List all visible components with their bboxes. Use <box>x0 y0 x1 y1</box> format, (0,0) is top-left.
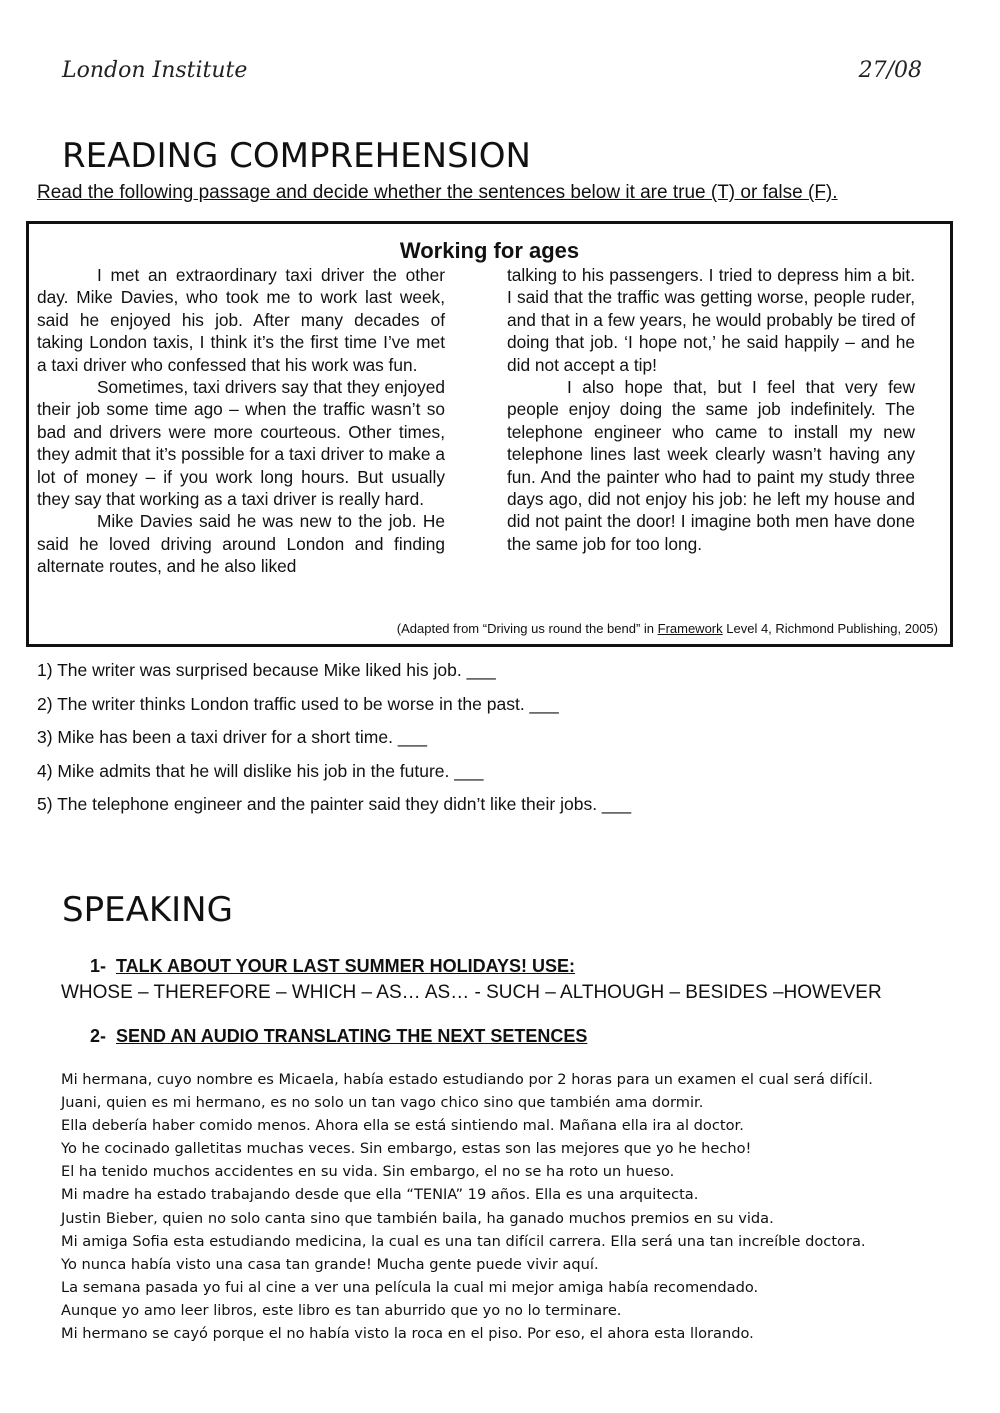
sentence-item: Juani, quien es mi hermano, es no solo un tan vago chico sino que también ama dormir. <box>61 1094 704 1112</box>
institute-name: London Institute <box>62 58 248 83</box>
task-1-text: TALK ABOUT YOUR LAST SUMMER HOLIDAYS! USE: <box>116 956 576 976</box>
task-1-number: 1- <box>90 956 107 976</box>
sentence-item: Yo nunca había visto una casa tan grande! Mucha gente puede vivir aquí. <box>61 1255 599 1273</box>
passage-right-column <box>507 264 915 555</box>
sentence-item: Mi madre ha estado trabajando desde que ella “TENIA” 19 años. Ella es una arquitecta. <box>61 1186 699 1204</box>
passage-paragraph: I also hope that, but I feel that very few people enjoy doing the same job indefinitely. The telephone engineer who came to install my new telephone lines last week clearly wasn’t having any fun. And the painter who had to paint my study three days ago, did not enjoy his job: he left my house and did not paint the door! I imagine both men have done the same job for too long. <box>507 377 915 554</box>
question-4: 4) Mike admits that he will dislike his job in the future. ___ <box>37 761 484 781</box>
sentence-item: Ella debería haber comido menos. Ahora ella se está sintiendo mal. Mañana ella ira al doctor. <box>61 1117 744 1135</box>
task-2-text: SEND AN AUDIO TRANSLATING THE NEXT SETENCES <box>116 1026 588 1046</box>
question-5: 5) The telephone engineer and the painter said they didn’t like their jobs. ___ <box>37 794 632 814</box>
sentence-item: Mi amiga Sofia esta estudiando medicina, la cual es una tan difícil carrera. Ella será una tan increíble doctora. <box>61 1232 866 1250</box>
source-suffix: Level 4, Richmond Publishing, 2005) <box>722 621 938 636</box>
sentence-item: Mi hermano se cayó porque el no había visto la roca en el piso. Por eso, el ahora esta llorando. <box>61 1325 754 1343</box>
passage-paragraph: Mike Davies said he was new to the job. He said he loved driving around London and finding alternate routes, and he also liked <box>37 511 445 577</box>
passage-left-column <box>37 264 445 578</box>
sentence-item: La semana pasada yo fui al cine a ver una película la cual mi mejor amiga había recomendado. <box>61 1278 759 1296</box>
date-label: 27/08 <box>858 58 922 83</box>
passage-source <box>397 621 938 636</box>
speaking-section-title: SPEAKING <box>62 890 233 930</box>
speaking-task-1 <box>90 956 575 977</box>
translation-sentences <box>61 1068 873 1345</box>
sentence-item: Mi hermana, cuyo nombre es Micaela, había estado estudiando por 2 horas para un examen el cual será difícil. <box>61 1071 873 1088</box>
sentence-item: Yo he cocinado galletitas muchas veces. Sin embargo, estas son las mejores que yo he hecho! <box>61 1140 752 1158</box>
speaking-task-2 <box>90 1026 587 1047</box>
source-book: Framework <box>657 621 723 636</box>
sentence-item: Aunque yo amo leer libros, este libro es tan aburrido que yo no lo terminare. <box>61 1301 622 1319</box>
sentence-item: Justin Bieber, quien no solo canta sino que también baila, ha ganado muchos premios en su vida. <box>61 1209 774 1227</box>
passage-paragraph: Sometimes, taxi drivers say that they enjoyed their job some time ago – when the traffic wasn’t so bad and drivers were more courteous. Other times, they admit that it’s possible for a taxi driver to make a lot of money – if you work long hours. But usually they say that working as a taxi driver is really hard. <box>37 377 445 510</box>
question-3: 3) Mike has been a taxi driver for a short time. ___ <box>37 727 428 747</box>
reading-section-title: READING COMPREHENSION <box>62 136 531 176</box>
connector-word-list: WHOSE – THEREFORE – WHICH – AS… AS… - SUCH – ALTHOUGH – BESIDES –HOWEVER <box>61 982 882 1003</box>
passage-title: Working for ages <box>399 238 580 263</box>
source-prefix: (Adapted from “Driving us round the bend” in <box>396 621 658 636</box>
reading-instruction: Read the following passage and decide whether the sentences below it are true (T) or false (F). <box>37 182 838 203</box>
question-1: 1) The writer was surprised because Mike liked his job. ___ <box>37 660 496 680</box>
passage-paragraph: I met an extraordinary taxi driver the other day. Mike Davies, who took me to work last week, said he enjoyed his job. After many decades of taking London taxis, I think it’s the first time I’ve met a taxi driver who confessed that his work was fun. <box>37 265 445 375</box>
question-2: 2) The writer thinks London traffic used to be worse in the past. ___ <box>37 694 559 714</box>
passage-box <box>26 221 953 647</box>
passage-paragraph: talking to his passengers. I tried to depress him a bit. I said that the traffic was getting worse, people ruder, and that in a few years, he would probably be tired of doing that job. ‘I hope not,’ he said happily – and he did not accept a tip! <box>507 265 915 375</box>
task-2-number: 2- <box>90 1026 107 1046</box>
sentence-item: El ha tenido muchos accidentes en su vida. Sin embargo, el no se ha roto un hueso. <box>61 1163 675 1181</box>
